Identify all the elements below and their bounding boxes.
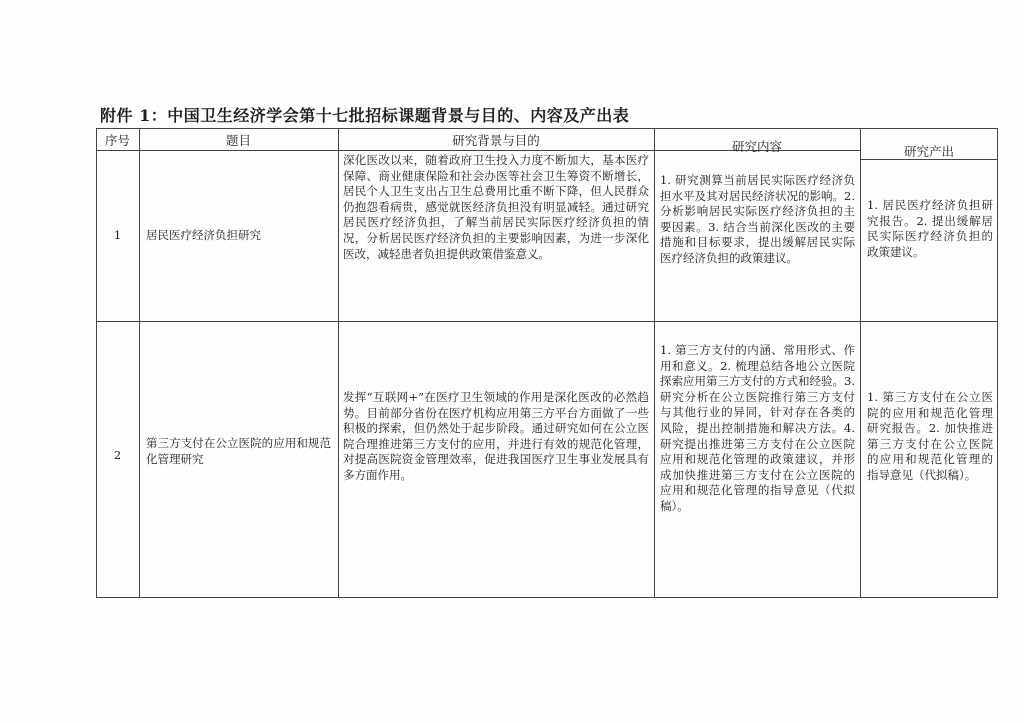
header-index: 序号	[104, 133, 130, 148]
header-content: 研究内容	[731, 139, 782, 154]
header-background: 研究背景与目的	[452, 133, 540, 148]
row1-index: 1	[113, 228, 122, 242]
row1-background: 深化医改以来，随着政府卫生投入力度不断加大，基本医疗保障、商业健康保险和社会办医等社会卫生筹资不断增长，居民个人卫生支出占卫生总费用比重不断下降，但人民群众仍抱怨看病贵，感觉就医经济负担没有明显减轻。通过研究居民医疗经济负担，了解当前居民实际医疗经济负担的情况，分析居民医疗经济负担的主要影响因素，为进一步深化医改，减轻患者负担提供政策借鉴意义。	[343, 153, 649, 261]
row2-output: 1. 第三方支付在公立医院的应用和规范化管理研究报告。2. 加快推进第三方支付在公立医院的应用和规范化管理的指导意见（代拟稿）。	[867, 390, 993, 482]
row2-index: 2	[113, 448, 122, 462]
row1-topic: 居民医疗经济负担研究	[146, 228, 261, 242]
row2-content: 1. 第三方支付的内涵、常用形式、作用和意义。2. 梳理总结各地公立医院探索应用第三方支付的方式和经验。3. 研究分析在公立医院推行第三方支付与其他行业的异同，针对存在各类的风险，提出控制措施和解决方法。4. 研究提出推进第三方支付在公立医院应用和规范化管理的政策建议，并形成加快推进第三方支付在公立医院的应用和规范化管理的指导意见（代拟稿）。	[660, 343, 855, 513]
row1-content: 1. 研究测算当前居民实际医疗经济负担水平及其对居民经济状况的影响。2. 分析影响居民实际医疗经济负担的主要因素。3. 结合当前深化医改的主要措施和目标要求，提出缓解居民实际医疗经济负担的政策建议。	[660, 173, 855, 265]
header-topic: 题目	[225, 133, 251, 148]
project-table	[96, 128, 998, 598]
page-title: 附件 1：中国卫生经济学会第十七批招标课题背景与目的、内容及产出表	[100, 106, 630, 125]
row2-topic: 第三方支付在公立医院的应用和规范化管理研究	[146, 436, 331, 466]
row2-background: 发挥“互联网+”在医疗卫生领域的作用是深化医改的必然趋势。目前部分省份在医疗机构应用第三方平台方面做了一些积极的探索，但仍然处于起步阶段。通过研究如何在公立医院合理推进第三方支付的应用，并进行有效的规范化管理，对提高医院资金管理效率，促进我国医疗卫生事业发展具有多方面作用。	[343, 390, 649, 482]
row1-output: 1. 居民医疗经济负担研究报告。2. 提出缓解居民实际医疗经济负担的政策建议。	[867, 198, 993, 259]
header-output: 研究产出	[903, 144, 954, 159]
